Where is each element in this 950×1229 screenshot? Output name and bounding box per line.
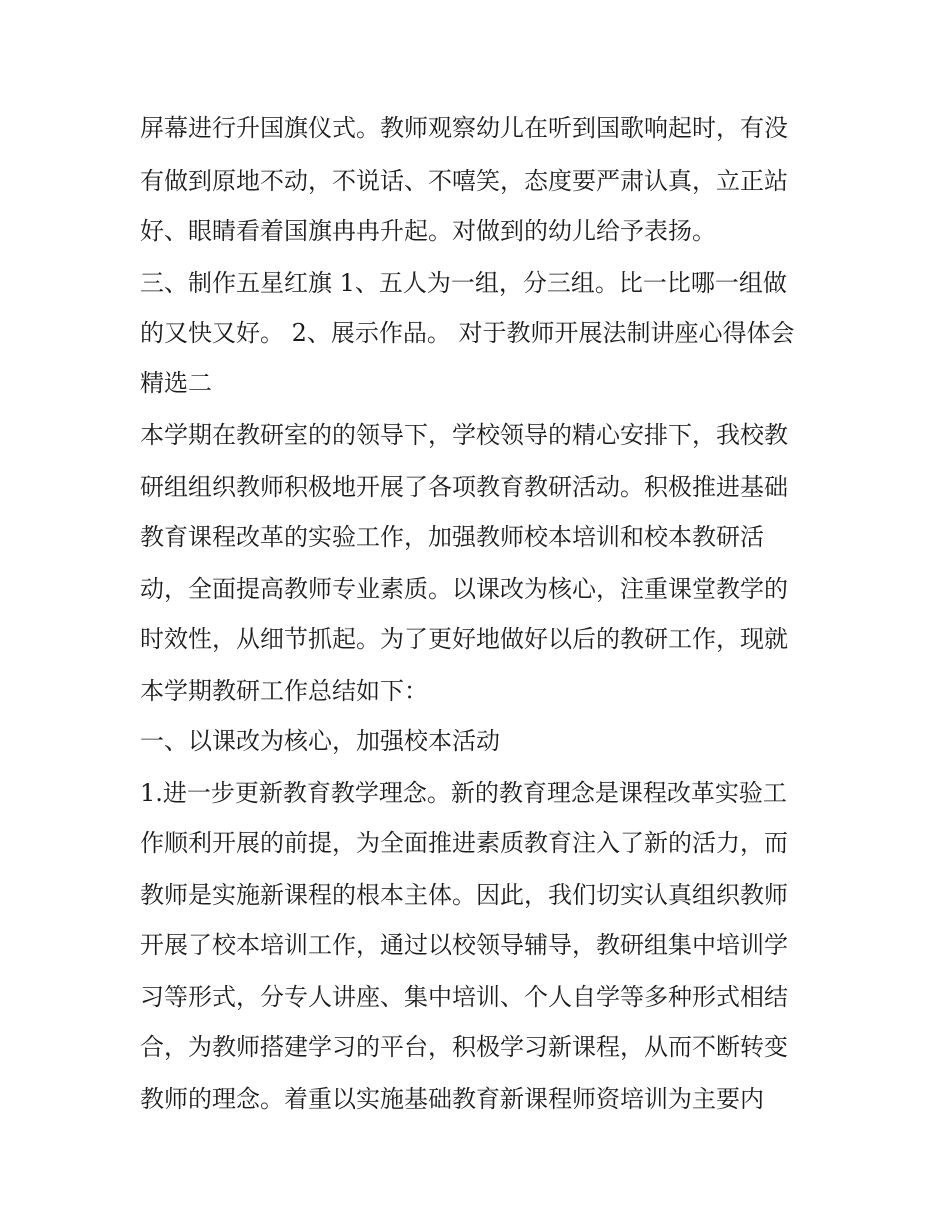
text-line: 合，为教师搭建学习的平台，积极学习新课程，从而不断转变	[140, 1033, 788, 1061]
text-line: 本学期在教研室的的领导下，学校领导的精心安排下，我校教	[140, 421, 788, 449]
text-line: 三、制作五星红旗 1、五人为一组，分三组。比一比哪一组做	[140, 269, 787, 297]
text-line: 教育课程改革的实验工作，加强教师校本培训和校本教研活	[140, 523, 764, 551]
text-line: 1.进一步更新教育教学理念。新的教育理念是课程改革实验工	[140, 779, 787, 807]
text-line: 的又快又好。 2、展示作品。 对于教师开展法制讲座心得体会	[140, 319, 795, 347]
text-line: 开展了校本培训工作，通过以校领导辅导，教研组集中培训学	[140, 931, 788, 959]
text-line: 屏幕进行升国旗仪式。教师观察幼儿在听到国歌响起时，有没	[140, 114, 788, 142]
text-line: 时效性，从细节抓起。为了更好地做好以后的教研工作，现就	[140, 625, 788, 653]
text-line: 本学期教研工作总结如下：	[140, 677, 428, 705]
section-heading: 精选二	[140, 369, 212, 397]
text-line: 教师是实施新课程的根本主体。因此，我们切实认真组织教师	[140, 881, 788, 909]
text-line: 习等形式，分专人讲座、集中培训、个人自学等多种形式相结	[140, 983, 788, 1011]
section-heading: 一、以课改为核心，加强校本活动	[140, 727, 500, 755]
text-line: 有做到原地不动，不说话、不嘻笑，态度要严肃认真，立正站	[140, 167, 788, 195]
text-line: 教师的理念。着重以实施基础教育新课程师资培训为主要内	[140, 1085, 764, 1113]
text-line: 好、眼睛看着国旗冉冉升起。对做到的幼儿给予表扬。	[140, 217, 716, 245]
text-line: 动，全面提高教师专业素质。以课改为核心，注重课堂教学的	[140, 575, 788, 603]
text-line: 研组组织教师积极地开展了各项教育教研活动。积极推进基础	[140, 473, 788, 501]
text-line: 作顺利开展的前提，为全面推进素质教育注入了新的活力，而	[140, 829, 788, 857]
